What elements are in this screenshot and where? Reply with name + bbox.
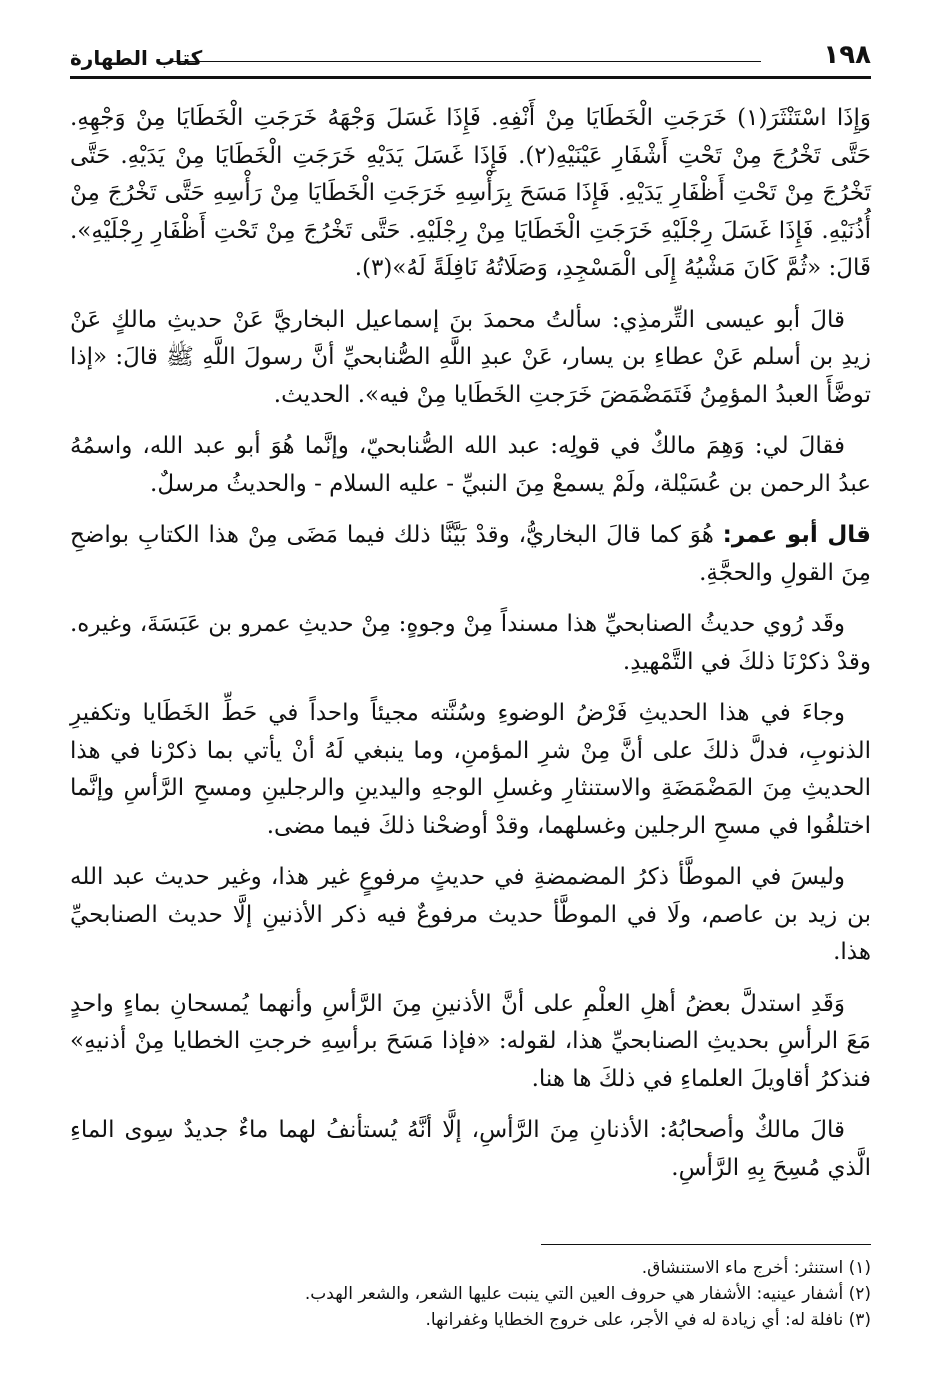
main-text [70, 100, 871, 1201]
footnotes [70, 1244, 871, 1333]
footnote: (١) استنثر: أخرج ماء الاستنشاق. [641, 1258, 871, 1278]
paragraph: وقَد رُوي حديثُ الصنابحيِّ هذا مسنداً مِنْ وجوهٍ: مِنْ حديثِ عمرو بن عَبَسَةَ، وغيره. وقدْ ذكرْنَا ذلكَ في التَّمْهيدِ. [70, 611, 871, 675]
paragraph [70, 517, 871, 592]
paragraph: وجاءَ في هذا الحديثِ فَرْضُ الوضوءِ وسُنَّته مجيئاً واحداً في حَطِّ الخَطَايا وتكفيرِ الذنوبِ، فدلَّ ذلكَ على أنَّ مِنْ شرِ المؤمنِ، وما ينبغي لَهُ أنْ يأتي بما ذكرْنا في هذا الحديثِ مِنَ المَضْمَضَةِ والاستنثارِ وغسلِ الوجهِ واليدينِ والرجلينِ ومسحِ الرَّأسِ وإنَّما اختلفُوا في مسحِ الرجلين وغسلهما، وقدْ أوضحْنا ذلكَ فيما مضى. [70, 700, 871, 839]
footnote: (٢) أشفار عينيه: الأشفار هي حروف العين التي ينبت عليها الشعر، والشعر الهدب. [304, 1284, 871, 1304]
paragraph: قالَ أبو عيسى التِّرمذِي: سألتُ محمدَ بنَ إسماعيل البخاريَّ عَنْ حديثِ مالكٍ عَنْ زيدِ بن أسلم عَنْ عطاءِ بن يسار، عَنْ عبدِ اللَّهِ الصُّنابحيِّ أنَّ رسولَ اللَّهِ ﷺ قالَ: «إذا توضَّأَ العبدُ المؤمِنُ فَتَمَضْمَضَ خَرَجتِ الخَطَايا مِنْ فيه». الحديث. [70, 306, 871, 408]
footnote-rule [541, 1244, 871, 1245]
header-rule [170, 61, 761, 62]
paragraph: وَقَدِ استدلَّ بعضُ أهلِ العلْمِ على أنَّ الأذنينِ مِنَ الرَّأسِ وأنهما يُمسحانِ بماءٍ واحدٍ مَعَ الرأسِ بحديثِ الصنابحيِّ هذا، لقوله: «فإذا مَسَحَ برأسِهِ خرجتِ الخطايا مِنْ أذنيهِ» فنذكرُ أقاويلَ العلماءِ في ذلكَ ها هنا. [70, 990, 871, 1092]
page-number: ١٩٨ [823, 40, 871, 70]
paragraph: فقالَ لي: وَهِمَ مالكٌ في قولِه: عبد الله الصُّنابحيّ، وإنَّما هُوَ أبو عبد الله، واسمُهُ عبدُ الرحمن بن عُسَيْلة، ولَمْ يسمعْ مِنَ النبيِّ - عليه السلام - والحديثُ مرسلٌ. [70, 433, 871, 497]
paragraph-lead: قال أبو عمر: [722, 522, 871, 548]
page-header [70, 36, 871, 79]
paragraph: قالَ مالكٌ وأصحابُهُ: الأذنانِ مِنَ الرَّأسِ، إلَّا أنَّهُ يُستأنفُ لهما ماءٌ جديدٌ سِوى الماءِ الَّذي مُسِحَ بِهِ الرَّأسِ. [70, 1117, 871, 1181]
footnote: (٣) نافلة له: أي زيادة له في الأجر، على خروج الخطايا وغفرانها. [425, 1310, 871, 1330]
paragraph-text: هُوَ كما قالَ البخاريُّ، وقدْ بَيَّنَّا ذلك فيما مَضَى مِنْ هذا الكتابِ بواضحِ مِنَ القولِ والحجَّةِ. [70, 522, 871, 586]
paragraph: وَإِذَا اسْتَنْثَرَ(١) خَرَجَتِ الْخَطَايَا مِنْ أَنْفِهِ. فَإِذَا غَسَلَ وَجْهَهُ خَرَجَتِ الْخَطَايَا مِنْ وَجْهِهِ. حَتَّى تَخْرُجَ مِنْ تَحْتِ أَشْفَارِ عَيْنَيْهِ(٢). فَإِذَا غَسَلَ يَدَيْهِ خَرَجَتِ الْخَطَايَا مِنْ يَدَيْهِ. حَتَّى تَخْرُجَ مِنْ تَحْتِ أَظْفَارِ يَدَيْهِ. فَإِذَا مَسَحَ بِرَأْسِهِ خَرَجَتِ الْخَطَايَا مِنْ رَأْسِهِ حَتَّى تَخْرُجَ مِنْ أُذُنَيْهِ. فَإِذَا غَسَلَ رِجْلَيْهِ خَرَجَتِ الْخَطَايَا مِنْ رِجْلَيْهِ. حَتَّى تَخْرُجَ مِنْ تَحْتِ أَظْفَارِ رِجْلَيْهِ». قَالَ: «ثُمَّ كَانَ مَشْيُهُ إِلَى الْمَسْجِدِ، وَصَلَاتُهُ نَافِلَةً لَهُ»(٣). [70, 105, 871, 281]
paragraph: وليسَ في الموطَّأ ذكرُ المضمضةِ في حديثٍ مرفوعٍ غير هذا، وغير حديث عبد الله بن زيد بن عاصم، ولَا في الموطَّأ حديث مرفوعٌ فيه ذكر الأذنينِ إلَّا حديث الصنابحيِّ هذا. [70, 864, 871, 965]
book-title: كتاب الطهارة [70, 46, 203, 70]
